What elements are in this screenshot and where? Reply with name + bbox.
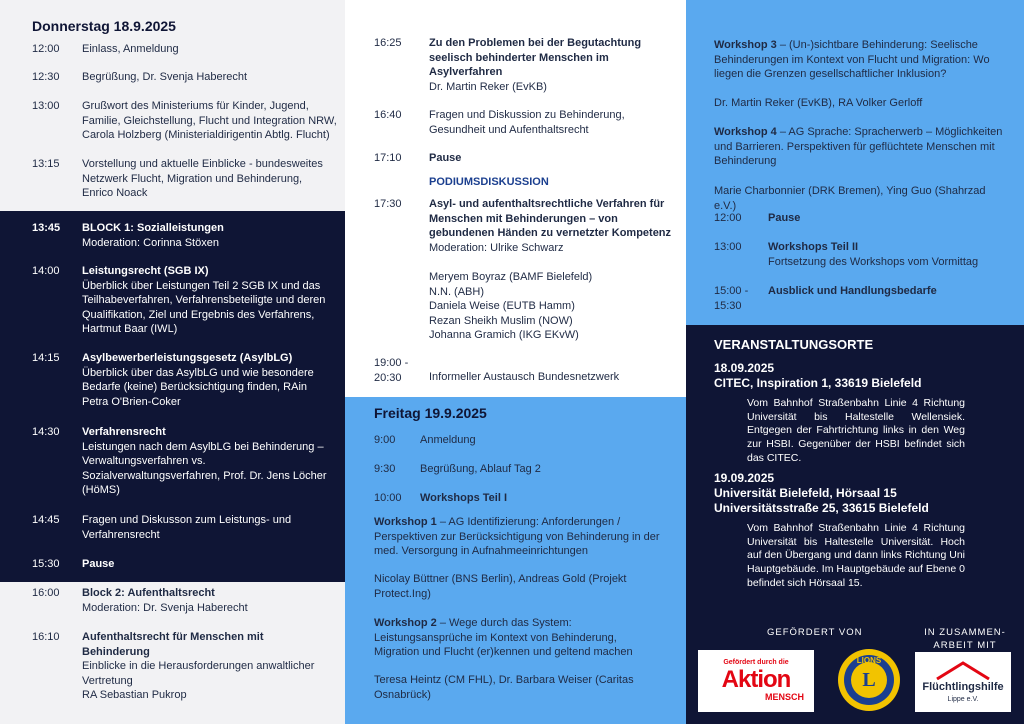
item-text: Überblick über Leistungen Teil 2 SGB IX und das Teilhabeverfahren, Verfahrensbeteiligte und deren Qualifikation, Ziel und Ergebnis des Verfahrens, Hartmut Baar (IWL) [82, 279, 326, 336]
venue1-description: Vom Bahnhof Straßenbahn Linie 4 Richtung Universität bis Haltestelle Wellensiek. Entgegen der Fahrtrichtung links in den Weg zur HSBI. Gegenüber der HSBI befindet sich das CITEC. [747, 397, 965, 464]
block1-moderation: Moderation: Corinna Stöxen [82, 236, 219, 249]
panelist: Rezan Sheikh Muslim (NOW) [429, 314, 573, 327]
schedule-row [714, 284, 1004, 313]
workshop-4 [714, 125, 1004, 169]
funded-by-label: GEFÖRDERT VON [767, 627, 863, 638]
aktion-logo-sub: MENSCH [764, 691, 804, 702]
time: 15:30 [714, 299, 742, 312]
item-speaker: RA Sebastian Pukrop [82, 689, 187, 702]
time: 12:00 [32, 43, 60, 55]
time: 15:30 [32, 558, 60, 570]
podium-title: Asyl- und aufenthaltsrechtliche Verfahren für Menschen mit Behinderungen – von gebundenen Händen zu vernetzter Kompetenz [429, 198, 672, 240]
schedule-row [32, 99, 337, 143]
item-title: Workshops Teil I [420, 492, 507, 504]
podium-row [374, 197, 674, 343]
time: 14:15 [32, 352, 60, 364]
item-text: Fortsetzung des Workshops vom Vormittag [768, 255, 979, 268]
venues-title: VERANSTALTUNGSORTE [714, 337, 874, 352]
fluechtlingshilfe-lippe-logo [915, 652, 1011, 712]
panelist: Johanna Gramich (IKG EKvW) [429, 329, 579, 342]
item-text: Dr. Martin Reker (EvKB) [429, 80, 547, 93]
venue2-date: 19.09.2025 [714, 471, 775, 485]
item-text: Moderation: Dr. Svenja Haberecht [82, 601, 248, 614]
aktion-logo-main: Aktion [721, 665, 791, 693]
podium-moderation: Moderation: Ulrike Schwarz [429, 241, 564, 254]
schedule-row [32, 557, 332, 572]
time: 16:10 [32, 631, 60, 643]
workshop-3-people: Dr. Martin Reker (EvKB), RA Volker Gerloff [714, 97, 923, 109]
time: 12:30 [32, 71, 60, 83]
item-text: Einblicke in die Herausforderungen anwaltlicher Vertretung [82, 660, 315, 687]
schedule-row [32, 70, 332, 85]
cooperation-label-line1: IN ZUSAMMEN- [924, 627, 1006, 638]
time: 16:40 [374, 109, 402, 121]
item-title: Pause [82, 558, 115, 570]
time: 14:00 [32, 265, 60, 277]
schedule-row [374, 36, 674, 94]
day2-title: Freitag 19.9.2025 [374, 405, 487, 421]
text: Grußwort des Ministeriums für Kinder, Jugend, Familie, Gleichstellung, Flucht und Integration NRW, Carola Holzberg (Ministerialdirigentin Abtlg. Flucht) [82, 100, 337, 142]
workshop-2 [374, 616, 664, 660]
time: 17:30 [374, 198, 402, 210]
schedule-row [32, 425, 332, 498]
schedule-row [32, 630, 332, 703]
panelist: N.N. (ABH) [429, 285, 484, 298]
time: 13:45 [32, 222, 61, 234]
schedule-row [714, 240, 1004, 269]
item-text: Fragen und Diskussion zu Behinderung, Gesundheit und Aufenthaltsrecht [429, 109, 625, 136]
schedule-row [32, 586, 332, 615]
item-title: Verfahrensrecht [82, 426, 166, 438]
time: 14:30 [32, 426, 60, 438]
time: 13:00 [714, 241, 742, 253]
schedule-row [374, 356, 674, 385]
item-text: Leistungen nach dem AsylbLG bei Behinderung – Verwaltungsverfahren vs. Sozialverwaltungsverfahren, Prof. Dr. Jens Löcher (HöMS) [82, 440, 327, 497]
time: 13:15 [32, 158, 60, 170]
item-title: Asylbewerberleistungsgesetz (AsylbLG) [82, 352, 293, 364]
workshop-3 [714, 38, 1004, 82]
schedule-row [32, 42, 332, 57]
time: 16:25 [374, 37, 402, 49]
workshop-text: – (Un-)sichtbare Behinderung: Seelische Behinderungen im Kontext von Flucht und Migration: Wo liegen die Grenzen gesellschaftlicher Inklusion? [714, 39, 990, 81]
time: 12:00 [714, 212, 742, 224]
item-title: Pause [768, 212, 801, 224]
schedule-row [374, 433, 674, 448]
panelist: Meryem Boyraz (BAMF Bielefeld) [429, 271, 593, 284]
schedule-row [714, 211, 1004, 226]
schedule-row [32, 264, 332, 337]
schedule-row [32, 513, 332, 542]
lions-logo-text: LIONS [856, 656, 882, 665]
svg-text:L: L [862, 669, 876, 691]
text: Begrüßung, Dr. Svenja Haberecht [82, 71, 248, 83]
workshop-label: Workshop 3 [714, 39, 777, 51]
item-title: Block 2: Aufenthaltsrecht [82, 587, 215, 599]
item-text: Informeller Austausch Bundesnetzwerk [429, 371, 620, 383]
time: 10:00 [374, 492, 402, 504]
schedule-row [374, 108, 674, 137]
venue1-name: CITEC, Inspiration 1, 33619 Bielefeld [714, 376, 922, 390]
item-text: Fragen und Diskusson zum Leistungs- und Verfahrensrecht [82, 514, 292, 541]
time: 20:30 [374, 371, 402, 384]
item-title: Pause [429, 152, 462, 164]
workshop-4-people: Marie Charbonnier (DRK Bremen), Ying Guo (Shahrzad e.V.) [714, 185, 986, 212]
panelist: Daniela Weise (EUTB Hamm) [429, 300, 575, 313]
venue2-name: Universität Bielefeld, Hörsaal 15 [714, 486, 897, 500]
item-title: Ausblick und Handlungsbedarfe [768, 285, 937, 297]
fh-logo-main: Flüchtlingshilfe [922, 681, 1004, 694]
workshop-text: – AG Sprache: Spracherwerb – Möglichkeiten und Barrieren. Perspektiven für geflüchtete Menschen mit Behinderung [714, 126, 1003, 168]
workshop-1-people: Nicolay Büttner (BNS Berlin), Andreas Gold (Projekt Protect.Ing) [374, 573, 627, 600]
time: 9:30 [374, 463, 396, 475]
item-title: Aufenthaltsrecht für Menschen mit Behinderung [82, 631, 264, 658]
venue1-date: 18.09.2025 [714, 361, 775, 375]
time: 9:00 [374, 434, 396, 446]
workshop-text: – Wege durch das System: Leistungsansprüche im Kontext von Behinderung, Migration und Flucht (er)kennen und geltend machen [374, 617, 633, 659]
venue2-address: Universitätsstraße 25, 33615 Bielefeld [714, 501, 929, 515]
podium-label: PODIUMSDISKUSSION [429, 176, 549, 188]
time: 15:00 - [714, 285, 749, 297]
block1-header [32, 221, 332, 250]
schedule-row [32, 351, 332, 409]
workshop-1 [374, 515, 664, 559]
fh-logo-sub: Lippe e.V. [947, 695, 979, 703]
block1-title: BLOCK 1: Sozialleistungen [82, 222, 224, 234]
time: 16:00 [32, 587, 60, 599]
schedule-row [374, 151, 674, 166]
workshop-label: Workshop 1 [374, 516, 437, 528]
time: 14:45 [32, 514, 60, 526]
schedule-row [374, 491, 674, 506]
time: 17:10 [374, 152, 402, 164]
workshop-2-people: Teresa Heintz (CM FHL), Dr. Barbara Weiser (Caritas Osnabrück) [374, 674, 634, 701]
schedule-row [374, 462, 674, 477]
venue2-description: Vom Bahnhof Straßenbahn Linie 4 Richtung Universität bis Haltestelle Universität. Hoch auf den Übergang und dann links Richtung Uni Hauptgebäude. Im Hauptgebäude auf Ebene 0 befindet sich Hörsaal 15. [747, 522, 965, 589]
item-title: Zu den Problemen bei der Begutachtung seelisch behinderter Menschen im Asylverfahren [429, 37, 642, 79]
aktion-mensch-logo [698, 650, 814, 712]
item-title: Workshops Teil II [768, 241, 859, 253]
lions-logo [836, 647, 902, 713]
item-text: Begrüßung, Ablauf Tag 2 [420, 463, 541, 475]
schedule-row [32, 157, 332, 201]
time: 19:00 - [374, 357, 409, 369]
cooperation-label [920, 627, 1010, 652]
aktion-logo-top: Gefördert durch die [723, 659, 789, 667]
text: Einlass, Anmeldung [82, 43, 179, 55]
item-text: Überblick über das AsylbLG und wie besondere Bedarfe (keine) Berücksichtigung finden, RAin Petra O'Brien-Coker [82, 366, 314, 408]
workshop-label: Workshop 4 [714, 126, 777, 138]
day1-title: Donnerstag 18.9.2025 [32, 18, 176, 34]
item-text: Anmeldung [420, 434, 476, 446]
cooperation-label-line2: ARBEIT MIT [933, 639, 997, 651]
text: Vorstellung und aktuelle Einblicke - bundesweites Netzwerk Flucht, Migration und Behinderung, Enrico Noack [82, 158, 323, 200]
time: 13:00 [32, 100, 60, 112]
house-icon [933, 660, 993, 680]
workshop-text: – AG Identifizierung: Anforderungen / Perspektiven zur Berücksichtigung von Behinderung in der med. Versorgung in Aufnahmeeinrichtungen [374, 516, 660, 558]
workshop-label: Workshop 2 [374, 617, 437, 629]
item-title: Leistungsrecht (SGB IX) [82, 265, 209, 277]
